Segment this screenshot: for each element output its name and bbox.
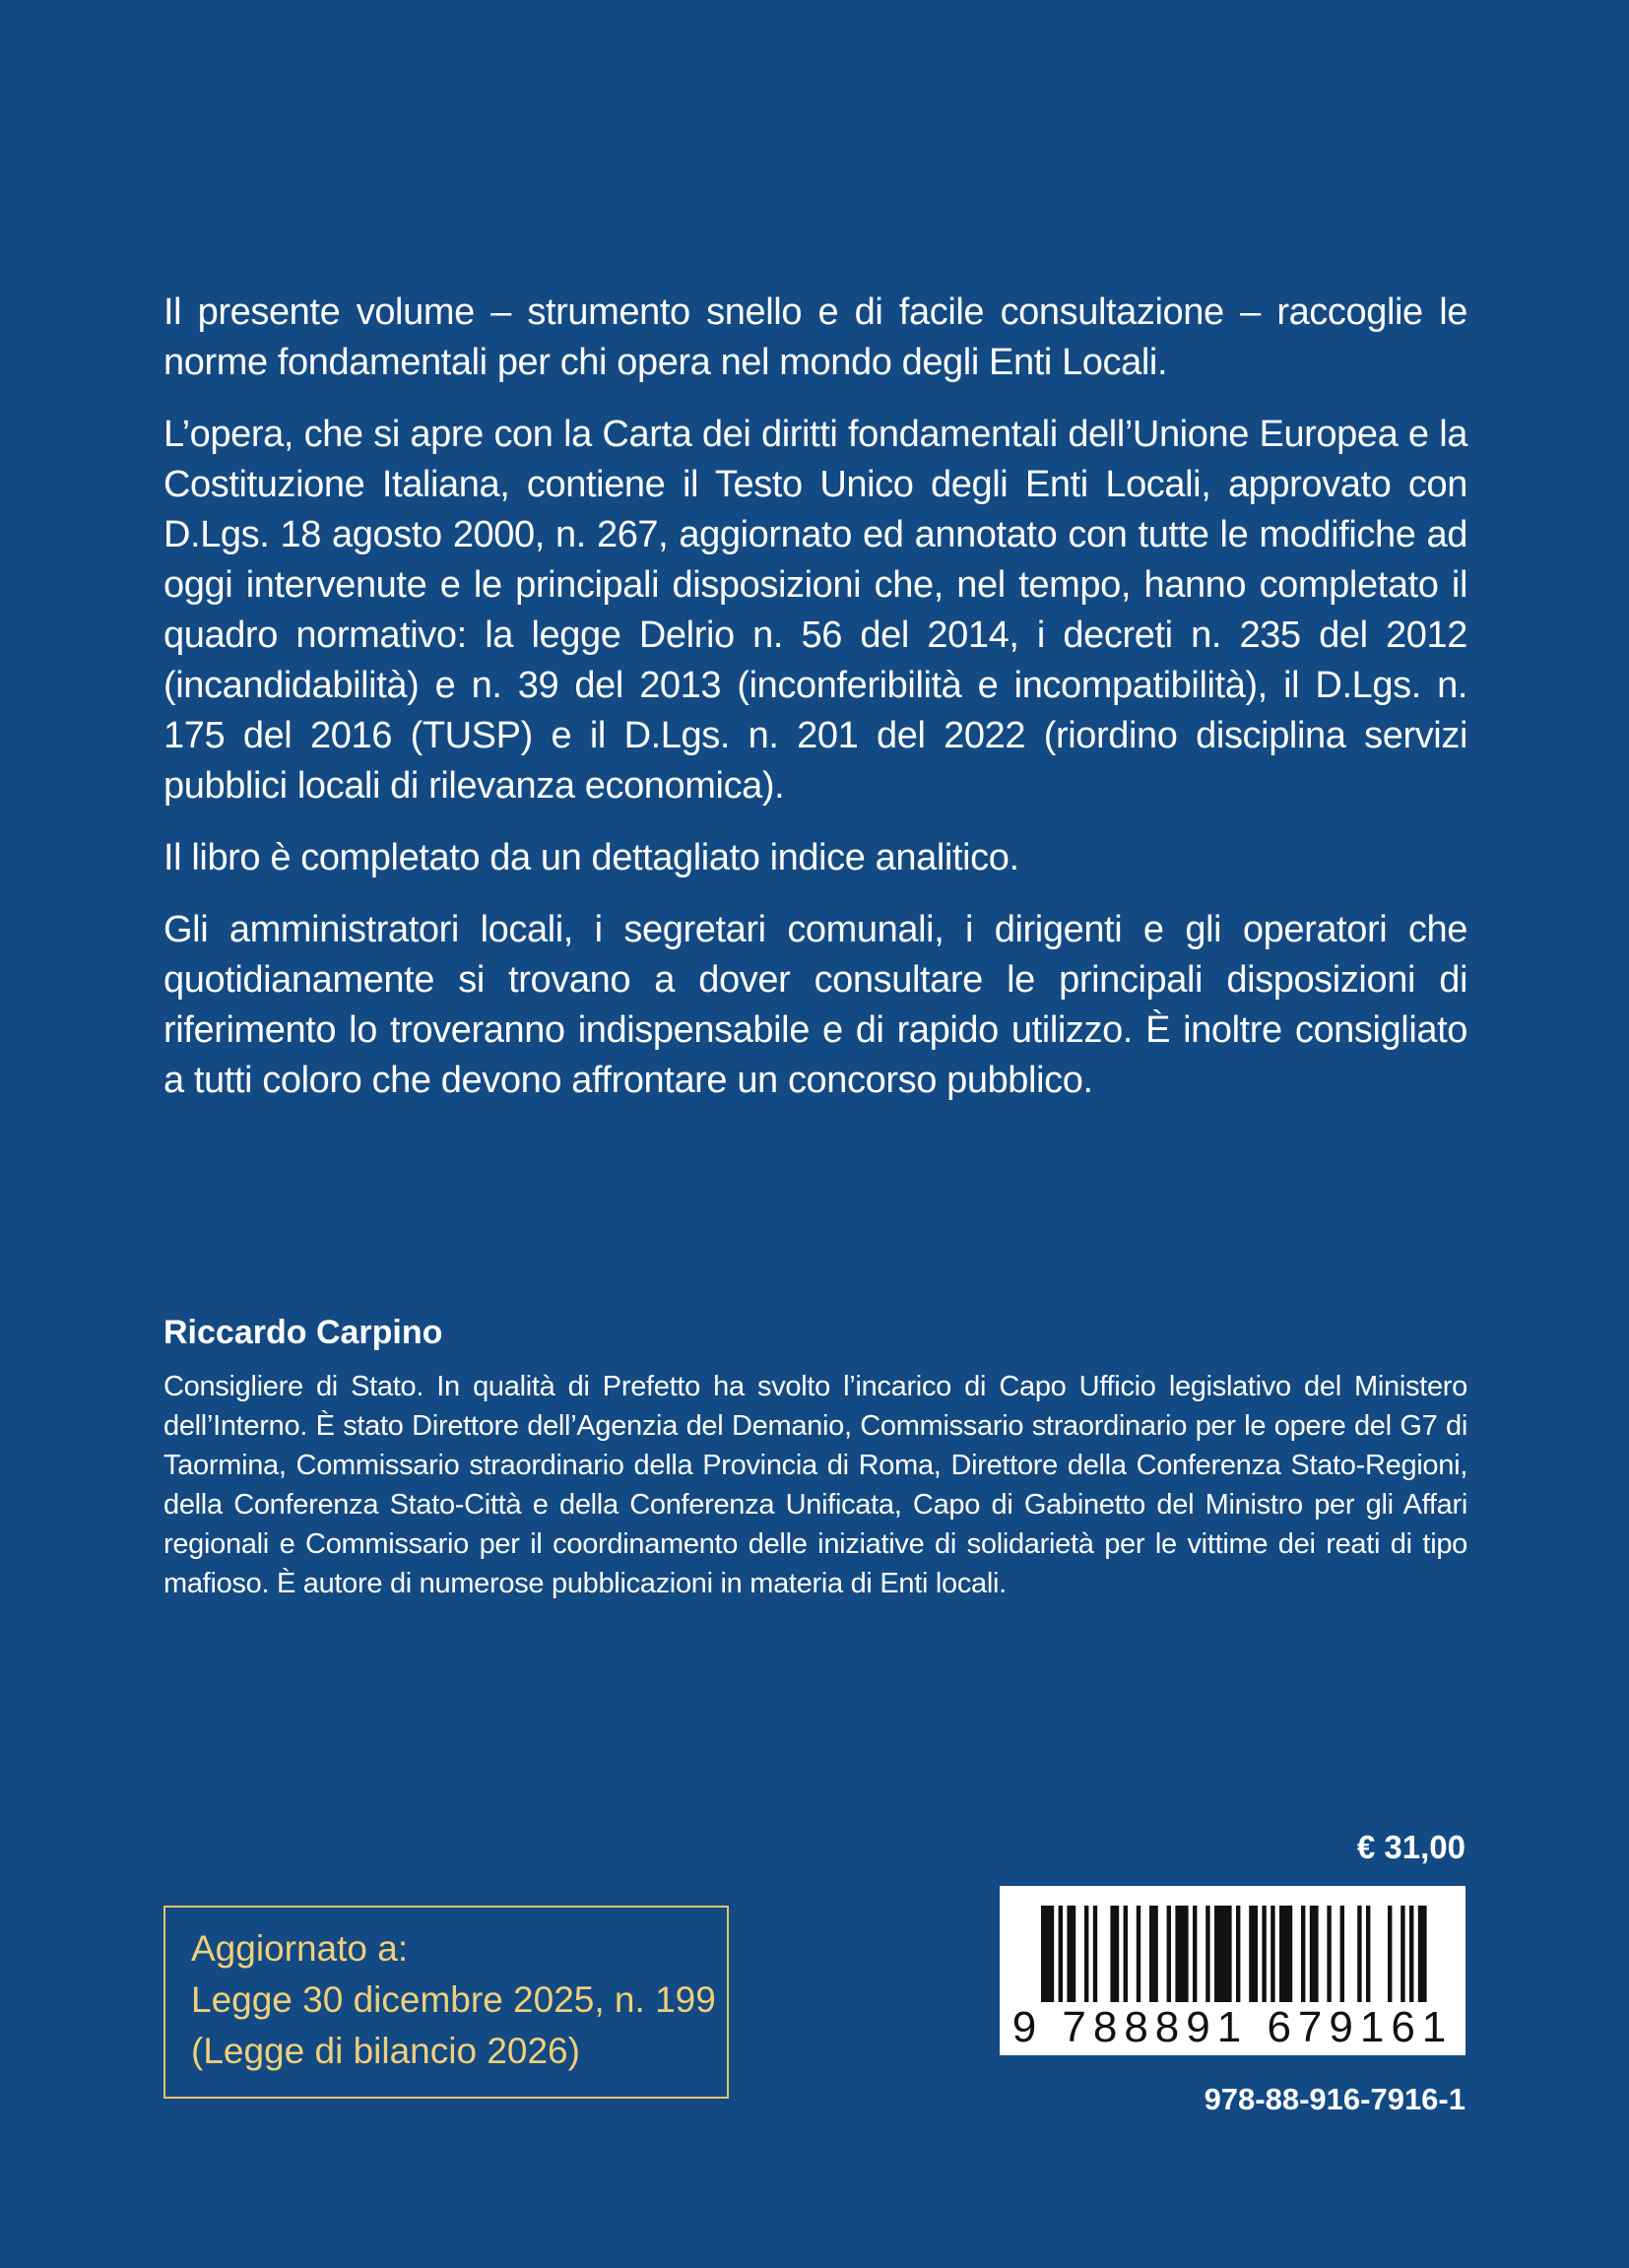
barcode-bar: [1327, 1906, 1331, 2002]
barcode-bar: [1340, 1906, 1344, 2002]
author-name: Riccardo Carpino: [163, 1314, 443, 1351]
barcode-bar: [1418, 1906, 1427, 2002]
barcode: [1000, 1886, 1466, 2055]
barcode-bar: [1193, 1906, 1197, 2002]
author-bio: Consigliere di Stato. In qualità di Prefetto ha svolto l’incarico di Capo Ufficio legislativo del Ministero dell’Interno. È stato Direttore dell’Agenzia del Demanio, Commissario straordinario per le opere del G7 di Taormina, Commissario straordinario della Provincia di Roma, Direttore della Conferenza Stato-Regioni, della Conferenza Stato-Città e della Conferenza Unificata, Capo di Gabinetto del Ministro per gli Affari regionali e Commissario per il coordinamento delle iniziative di solidarietà per le vittime dei reati di tipo mafioso. È autore di numerose pubblicazioni in materia di Enti locali.: [163, 1371, 1467, 1599]
barcode-bar: [1388, 1906, 1392, 2002]
barcode-bar: [1084, 1906, 1088, 2002]
update-label: Aggiornato a:: [191, 1928, 409, 1969]
barcode-bar: [1041, 1906, 1054, 2002]
barcode-bar: [1124, 1906, 1128, 2002]
author-section: [163, 1312, 1467, 1603]
barcode-bar: [1167, 1906, 1171, 2002]
barcode-bar: [1110, 1906, 1119, 2002]
barcode-bar: [1310, 1906, 1319, 2002]
blurb-paragraph-1: Il presente volume – strumento snello e di facile consultazione – raccoglie le norme fondamentali per chi opera nel mondo degli Enti Locali.: [163, 292, 1467, 383]
barcode-bar: [1279, 1906, 1292, 2002]
barcode-bar: [1205, 1906, 1209, 2002]
barcode-bar: [1262, 1906, 1266, 2002]
barcode-bar: [1093, 1906, 1097, 2002]
update-law-name: (Legge di bilancio 2026): [191, 2031, 580, 2071]
barcode-bar: [1401, 1906, 1404, 2002]
isbn-label: 978-88-916-7916-1: [1204, 2082, 1466, 2116]
blurb-paragraph-4: Gli amministratori locali, i segretari comunali, i dirigenti e gli operatori che quotidianamente si trovano a dover consultare le principali disposizioni di riferimento lo troveranno indispensabile e di rapido utilizzo. È inoltre consigliato a tutti coloro che devono affrontare un concorso pubblico.: [163, 909, 1467, 1101]
barcode-bar: [1249, 1906, 1258, 2002]
blurb-paragraph-3: Il libro è completato da un dettagliato indice analitico.: [163, 837, 1019, 878]
barcode-bar: [1366, 1906, 1370, 2002]
barcode-bar: [1271, 1906, 1274, 2002]
barcode-digits: 9 788891 679161: [1011, 2003, 1454, 2051]
barcode-bar: [1149, 1906, 1158, 2002]
barcode-bar: [1409, 1906, 1413, 2002]
price-label: € 31,00: [1356, 1829, 1466, 1865]
barcode-bar: [1067, 1906, 1075, 2002]
update-notice-box: [163, 1906, 729, 2099]
barcode-bar: [1059, 1906, 1063, 2002]
barcode-bar: [1137, 1906, 1140, 2002]
barcode-bar: [1301, 1906, 1305, 2002]
barcode-bar: [1175, 1906, 1188, 2002]
update-law: Legge 30 dicembre 2025, n. 199: [191, 1979, 716, 2020]
barcode-bar: [1214, 1906, 1232, 2002]
barcode-bar: [1357, 1906, 1361, 2002]
blurb-paragraph-2: L’opera, che si apre con la Carta dei diritti fondamentali dell’Unione Europea e la Costituzione Italiana, contiene il Testo Unico degli Enti Locali, approvato con D.Lgs. 18 agosto 2000, n. 267, aggiornato ed annotato con tutte le modifiche ad oggi intervenute e le principali disposizioni che, nel tempo, hanno completato il quadro normativo: la legge Delrio n. 56 del 2014, i decreti n. 235 del 2012 (incandidabilità) e n. 39 del 2013 (inconferibilità e incompatibilità), il D.Lgs. n. 175 del 2016 (TUSP) e il D.Lgs. n. 201 del 2022 (riordino disciplina servizi pubblici locali di rilevanza economica).: [163, 414, 1467, 807]
barcode-bar: [1236, 1906, 1240, 2002]
blurb-text: [163, 288, 1467, 1128]
